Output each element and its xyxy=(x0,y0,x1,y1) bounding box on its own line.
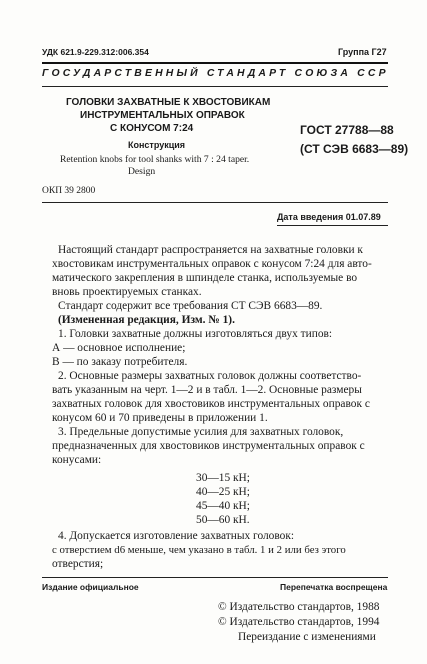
body-p8-l3: конусами: xyxy=(52,454,102,466)
official-edition: Издание официальное xyxy=(42,582,139,592)
force-value: 40—25 кН; xyxy=(196,486,250,498)
english-title-line-2: Design xyxy=(128,166,156,177)
org-rule xyxy=(42,86,388,87)
body-p8-l2: предназначенных для хвостовиков инструментальных оправок с xyxy=(52,440,365,452)
body-p2: Стандарт содержит все требования СТ СЭВ 6683—89. xyxy=(58,300,323,312)
st-sev-number: (СТ СЭВ 6683—89) xyxy=(300,142,409,156)
body-p3: (Измененная редакция, Изм. № 1). xyxy=(58,314,235,326)
udk-code: УДК 621.9-229.312:006.354 xyxy=(42,47,149,57)
header-rule xyxy=(42,62,388,64)
okp-code: ОКП 39 2800 xyxy=(42,186,96,196)
okp-rule xyxy=(42,202,388,203)
body-p1-l2: хвостовикам инструментальных оправок с конусом 7:24 для авто- xyxy=(52,258,372,270)
english-title-line-1: Retention knobs for tool shanks with 7 : 24 taper. xyxy=(60,154,250,165)
effective-date: Дата введения 01.07.89 xyxy=(277,212,381,222)
body-p8-l1: 3. Предельные допустимые усилия для захватных головок, xyxy=(58,426,344,438)
body-p10-l2: отверстия; xyxy=(52,558,104,570)
title-line-1: ГОЛОВКИ ЗАХВАТНЫЕ К ХВОСТОВИКАМ xyxy=(66,97,271,108)
body-p10-l1: с отверстием d6 меньше, чем указано в табл. 1 и 2 или без этого xyxy=(52,544,346,556)
body-p1-l1: Настоящий стандарт распространяется на захватные головки к xyxy=(58,244,363,256)
force-value: 30—15 кН; xyxy=(196,472,250,484)
title-line-3: С КОНУСОМ 7:24 xyxy=(110,123,194,134)
body-p1-l3: матического закрепления в шпинделе станка, используемые во xyxy=(52,272,358,284)
standard-org: ГОСУДАРСТВЕННЫЙ СТАНДАРТ СОЮЗА ССР xyxy=(42,68,389,79)
body-p7-l4: конусом 60 и 70 приведены в приложении 1. xyxy=(52,412,268,424)
title-line-2: ИНСТРУМЕНТАЛЬНЫХ ОПРАВОК xyxy=(80,110,245,121)
group-code: Группа Г27 xyxy=(338,47,387,57)
gost-number: ГОСТ 27788—88 xyxy=(300,123,394,137)
body-p4: 1. Головки захватные должны изготовляться двух типов: xyxy=(58,328,333,340)
body-p7-l1: 2. Основные размеры захватных головок должны соответство- xyxy=(58,370,362,382)
body-p5: А — основное исполнение; xyxy=(52,342,186,354)
body-p6: В — по заказу потребителя. xyxy=(52,356,188,368)
body-p9: 4. Допускается изготовление захватных головок: xyxy=(58,530,295,542)
body-p1-l4: вновь проектируемых станках. xyxy=(52,286,202,298)
footer-rule xyxy=(42,577,388,578)
copyright-1988: © Издательство стандартов, 1988 xyxy=(218,601,380,613)
force-value: 50—60 кН. xyxy=(196,514,250,526)
body-p7-l2: вать указанным на черт. 1—2 и в табл. 1—2. Основные размеры xyxy=(52,384,362,396)
reprint-ban: Перепечатка воспрещена xyxy=(280,582,388,592)
subtitle: Конструкция xyxy=(128,140,186,150)
date-rule xyxy=(277,225,388,226)
body-p7-l3: захватных головок для хвостовиков инструментальных оправок с xyxy=(52,398,370,410)
reissue-note: Переиздание с изменениями xyxy=(238,631,376,643)
force-value: 45—40 кН; xyxy=(196,500,250,512)
copyright-1994: © Издательство стандартов, 1994 xyxy=(218,616,380,628)
